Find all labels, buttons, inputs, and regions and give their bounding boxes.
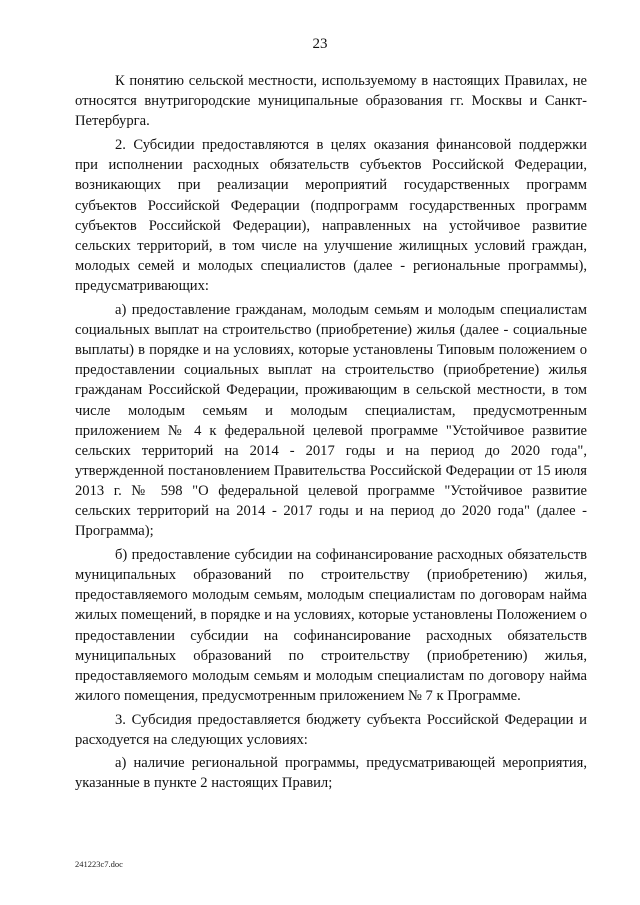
paragraph-rural-definition: К понятию сельской местности, используемому в настоящих Правилах, не относятся внутригородские муниципальные образования гг. Москвы и Санкт-Петербурга. [75,73,587,130]
document-body [75,71,587,797]
paragraph-cofinancing: б) предоставление субсидии на софинансирование расходных обязательств муниципальных образований по строительству (приобретению) жилья, предоставляемого молодым семьям, молодым специалистам по договорам найма жилых помещений, в порядке и на условиях, которые установлены Положением о предоставлении субсидии на софинансирование расходных обязательств муниципальных образований по строительству (приобретению) жилья, предоставляемого молодым семьям и молодым специалистам по договору найма жилого помещения, предусмотренным приложением № 7 к Программе. [75,547,587,704]
paragraph-subsidy-purpose: 2. Субсидии предоставляются в целях оказания финансовой поддержки при исполнении расходных обязательств субъектов Российской Федерации, возникающих при реализации мероприятий государственных программ субъектов Российской Федерации (подпрограмм государственных программ субъектов Российской Федерации), направленных на устойчивое развитие сельских территорий, в том числе на улучшение жилищных условий граждан, молодых семей и молодых специалистов (далее - региональные программы), предусматривающих: [75,137,587,294]
paragraph-subsidy-conditions: 3. Субсидия предоставляется бюджету субъекта Российской Федерации и расходуется на следующих условиях: [75,711,587,748]
page-number: 23 [312,36,328,52]
paragraph-regional-program: а) наличие региональной программы, предусматривающей мероприятия, указанные в пункте 2 настоящих Правил; [75,755,587,792]
paragraph-social-payments: а) предоставление гражданам, молодым семьям и молодым специалистам социальных выплат на строительство (приобретение) жилья (далее - социальные выплаты) в порядке и на условиях, которые установлены Типовым положением о предоставлении социальных выплат на строительство (приобретение) жилья гражданам Российской Федерации, проживающим в сельской местности, в том числе молодым семьям и молодым специалистам, предусмотренным приложением № 4 к федеральной целевой программе "Устойчивое развитие сельских территорий на 2014 - 2017 годы и на период до 2020 года", утвержденной постановлением Правительства Российской Федерации от 15 июля 2013 г. № 598 "О федеральной целевой программе "Устойчивое развитие сельских территорий на 2014 - 2017 годы и на период до 2020 года" (далее - Программа); [75,302,587,540]
footer-file-name: 241223с7.doc [75,859,123,869]
